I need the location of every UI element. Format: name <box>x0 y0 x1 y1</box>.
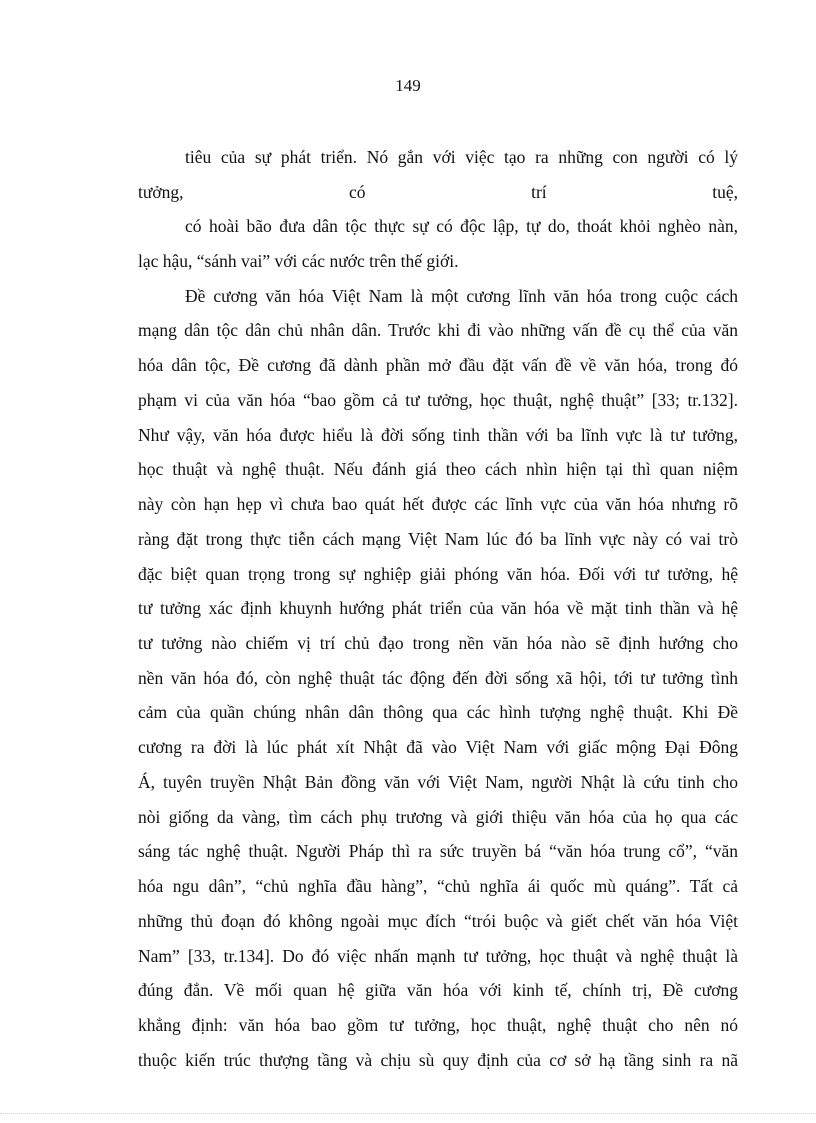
text-line: học thuật và nghệ thuật. Nếu đánh giá theo cách nhìn hiện tại thì quan niệm <box>138 459 738 479</box>
text-line: phạm vi của văn hóa “bao gồm cả tư tưởng, học thuật, nghệ thuật” [33; tr.132]. <box>138 390 738 410</box>
page-bottom-divider <box>0 1113 816 1114</box>
text-line: Đề cương văn hóa Việt Nam là một cương lĩnh văn hóa trong cuộc cách <box>185 286 738 306</box>
text-line: tiêu của sự phát triển. Nó gắn với việc tạo ra những con người có lý <box>185 147 738 167</box>
text-line: hóa ngu dân”, “chủ nghĩa đầu hàng”, “chủ nghĩa ái quốc mù quáng”. Tất cả <box>138 876 738 896</box>
text-line: cảm của quần chúng nhân dân thông qua các hình tượng nghệ thuật. Khi Đề <box>138 702 738 722</box>
text-line: Như vậy, văn hóa được hiểu là đời sống tinh thần với ba lĩnh vực là tư tưởng, <box>138 425 738 445</box>
text-line: những thủ đoạn đó không ngoài mục đích “trói buộc và giết chết văn hóa Việt <box>138 911 738 931</box>
text-line: mạng dân tộc dân chủ nhân dân. Trước khi đi vào những vấn đề cụ thể của văn <box>138 320 738 340</box>
text-line: đặc biệt quan trọng trong sự nghiệp giải phóng văn hóa. Đối với tư tưởng, hệ <box>138 564 738 584</box>
text-line: thuộc kiến trúc thượng tầng và chịu sù quy định của cơ sở hạ tầng sinh ra nã <box>138 1050 738 1070</box>
text-line: này còn hạn hẹp vì chưa bao quát hết được các lĩnh vực của văn hóa nhưng rõ <box>138 494 738 514</box>
text-line: nòi giống da vàng, tìm cách phụ trương và giới thiệu văn hóa của họ qua các <box>138 807 738 827</box>
text-line: cương ra đời là lúc phát xít Nhật đã vào Việt Nam với giấc mộng Đại Đông <box>138 737 738 757</box>
text-line: hóa dân tộc, Đề cương đã dành phần mở đầu đặt vấn đề về văn hóa, trong đó <box>138 355 738 375</box>
text-line: khẳng định: văn hóa bao gồm tư tưởng, học thuật, nghệ thuật cho nên nó <box>138 1015 738 1035</box>
page-number: 149 <box>395 76 421 95</box>
text-line: Á, tuyên truyền Nhật Bản đồng văn với Việt Nam, người Nhật là cứu tinh cho <box>138 772 738 792</box>
text-line: tưởng, có trí tuệ, <box>138 182 738 202</box>
text-line: đúng đắn. Về mối quan hệ giữa văn hóa với kinh tế, chính trị, Đề cương <box>138 980 738 1000</box>
text-line: tư tưởng xác định khuynh hướng phát triển của văn hóa về mặt tinh thần và hệ <box>138 598 738 618</box>
text-line: sáng tác nghệ thuật. Người Pháp thì ra sức truyền bá “văn hóa trung cổ”, “văn <box>138 841 738 861</box>
text-line: tư tưởng nào chiếm vị trí chủ đạo trong nền văn hóa nào sẽ định hướng cho <box>138 633 738 653</box>
text-line: lạc hậu, “sánh vai” với các nước trên thế giới. <box>138 251 459 271</box>
text-line: nền văn hóa đó, còn nghệ thuật tác động đến đời sống xã hội, tới tư tưởng tình <box>138 668 738 688</box>
text-line: Nam” [33, tr.134]. Do đó việc nhấn mạnh tư tưởng, học thuật và nghệ thuật là <box>138 946 738 966</box>
text-line: có hoài bão đưa dân tộc thực sự có độc lập, tự do, thoát khỏi nghèo nàn, <box>185 216 738 236</box>
text-line: ràng đặt trong thực tiễn cách mạng Việt Nam lúc đó ba lĩnh vực này có vai trò <box>138 529 738 549</box>
